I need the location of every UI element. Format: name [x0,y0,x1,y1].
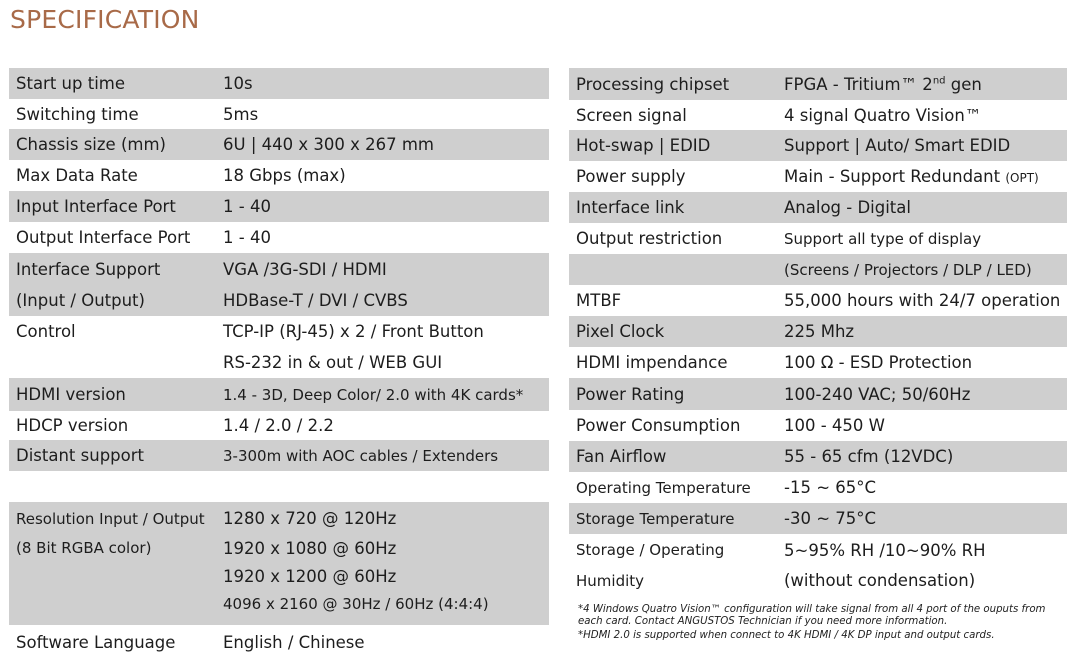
spec-value: 1.4 / 2.0 / 2.2 [223,416,334,435]
spec-value: 55,000 hours with 24/7 operation [784,291,1061,310]
spec-row [569,410,1067,441]
spec-row [9,589,549,619]
spec-row [569,441,1067,472]
spec-row [9,129,549,160]
spec-row [9,378,549,411]
spec-label: Hot-swap | EDID [576,136,711,155]
spec-row [9,160,549,191]
spec-row [569,223,1067,254]
spec-label: Output Interface Port [16,228,191,247]
spec-value: 18 Gbps (max) [223,166,346,185]
spec-row [9,533,549,563]
spec-value: 5~95% RH /10~90% RH [784,540,986,560]
spec-row [569,378,1067,410]
spec-value: (without condensation) [784,571,976,590]
spec-row [9,222,549,253]
spec-label: Power Rating [576,384,685,404]
spec-label: Interface link [576,198,685,217]
spec-value: Main - Support Redundant (OPT) [784,167,1039,186]
spec-row [9,503,549,534]
spec-label: MTBF [576,291,622,310]
spec-row [569,565,1067,596]
spec-row-empty [9,471,549,502]
spec-row [9,285,549,316]
spec-label: Software Language [16,632,176,652]
spec-value: Support all type of display [784,229,982,248]
spec-row [9,626,549,658]
spec-row [569,503,1067,534]
spec-row [569,472,1067,503]
spec-value: 1920 x 1200 @ 60Hz [223,566,397,586]
spec-row [569,130,1067,161]
spec-value: 3-300m with AOC cables / Extenders [223,446,499,465]
spec-label: Fan Airflow [576,447,667,466]
spec-value: 4096 x 2160 @ 30Hz / 60Hz (4:4:4) [223,595,489,613]
spec-label: Screen signal [576,105,687,125]
spec-value: 1 - 40 [223,228,271,247]
spec-label: (Input / Output) [16,291,145,310]
spec-label: Resolution Input / Output [16,509,205,528]
spec-table-left [9,0,549,668]
spec-value: 5ms [223,104,259,124]
spec-value: Support | Auto/ Smart EDID [784,136,1011,155]
spec-label: Start up time [16,74,126,93]
spec-label: Input Interface Port [16,197,176,216]
spec-label: Distant support [16,446,144,465]
spec-row [9,99,549,129]
spec-row [9,440,549,471]
spec-table-right [569,0,1067,668]
spec-row [9,411,549,440]
spec-label: Interface Support [16,259,161,279]
footnote: each card. Contact ANGUSTOS Technician if you need more information. [578,616,948,627]
spec-row [569,285,1067,316]
spec-label: Pixel Clock [576,322,665,341]
spec-label: Humidity [576,571,645,590]
spec-value: 4 signal Quatro Vision™ [784,105,982,125]
spec-row [9,68,549,99]
spec-row [569,100,1067,130]
spec-label: Power Consumption [576,416,741,435]
spec-value: 6U | 440 x 300 x 267 mm [223,135,435,154]
spec-label: (8 Bit RGBA color) [16,539,152,557]
footnote: *4 Windows Quatro Vision™ configuration will take signal from all 4 port of the ouputs from [578,604,1046,615]
spec-value: RS-232 in & out / WEB GUI [223,352,443,372]
spec-label: Storage Temperature [576,509,735,528]
spec-label: Control [16,321,76,341]
spec-row [569,161,1067,192]
spec-value: 1920 x 1080 @ 60Hz [223,538,397,558]
spec-value: VGA /3G-SDI / HDMI [223,259,387,279]
spec-label: HDMI version [16,385,126,404]
spec-value: 100-240 VAC; 50/60Hz [784,384,971,404]
spec-value: TCP-IP (RJ-45) x 2 / Front Button [223,321,484,341]
spec-row [9,253,549,285]
spec-label: Processing chipset [576,74,730,94]
spec-row [569,316,1067,347]
spec-label: Storage / Operating [576,541,725,559]
spec-value: 100 Ω - ESD Protection [784,353,973,372]
spec-value: 1.4 - 3D, Deep Color/ 2.0 with 4K cards* [223,385,524,404]
spec-label: Output restriction [576,229,723,248]
spec-row [569,254,1067,285]
spec-value: 1280 x 720 @ 120Hz [223,509,397,528]
spec-value: 10s [223,74,253,93]
spec-label: HDMI impendance [576,353,728,372]
spec-row [9,191,549,222]
footnote: *HDMI 2.0 is supported when connect to 4K HDMI / 4K DP input and output cards. [578,630,995,641]
spec-label: Max Data Rate [16,166,138,185]
spec-value: English / Chinese [223,632,365,652]
spec-value: -15 ~ 65°C [784,478,877,497]
spec-row [9,561,549,591]
spec-value: 1 - 40 [223,197,271,216]
spec-label: Operating Temperature [576,478,751,497]
spec-value: FPGA - Tritium™ 2nd gen [784,74,982,94]
page-title: SPECIFICATION [10,5,200,34]
spec-value: 100 - 450 W [784,416,885,435]
spec-row [569,68,1067,100]
spec-label: HDCP version [16,416,129,435]
spec-value: (Screens / Projectors / DLP / LED) [784,260,1032,279]
spec-value: 225 Mhz [784,322,855,341]
spec-value: Analog - Digital [784,198,911,217]
spec-row [9,346,549,378]
spec-label: Chassis size (mm) [16,135,166,154]
spec-value: -30 ~ 75°C [784,509,877,528]
spec-value: HDBase-T / DVI / CVBS [223,291,408,310]
spec-value: 55 - 65 cfm (12VDC) [784,447,954,466]
spec-row [569,347,1067,378]
spec-row [9,316,549,346]
spec-label: Power supply [576,167,686,186]
spec-label: Switching time [16,104,139,124]
spec-row [569,192,1067,223]
spec-row [569,534,1067,566]
